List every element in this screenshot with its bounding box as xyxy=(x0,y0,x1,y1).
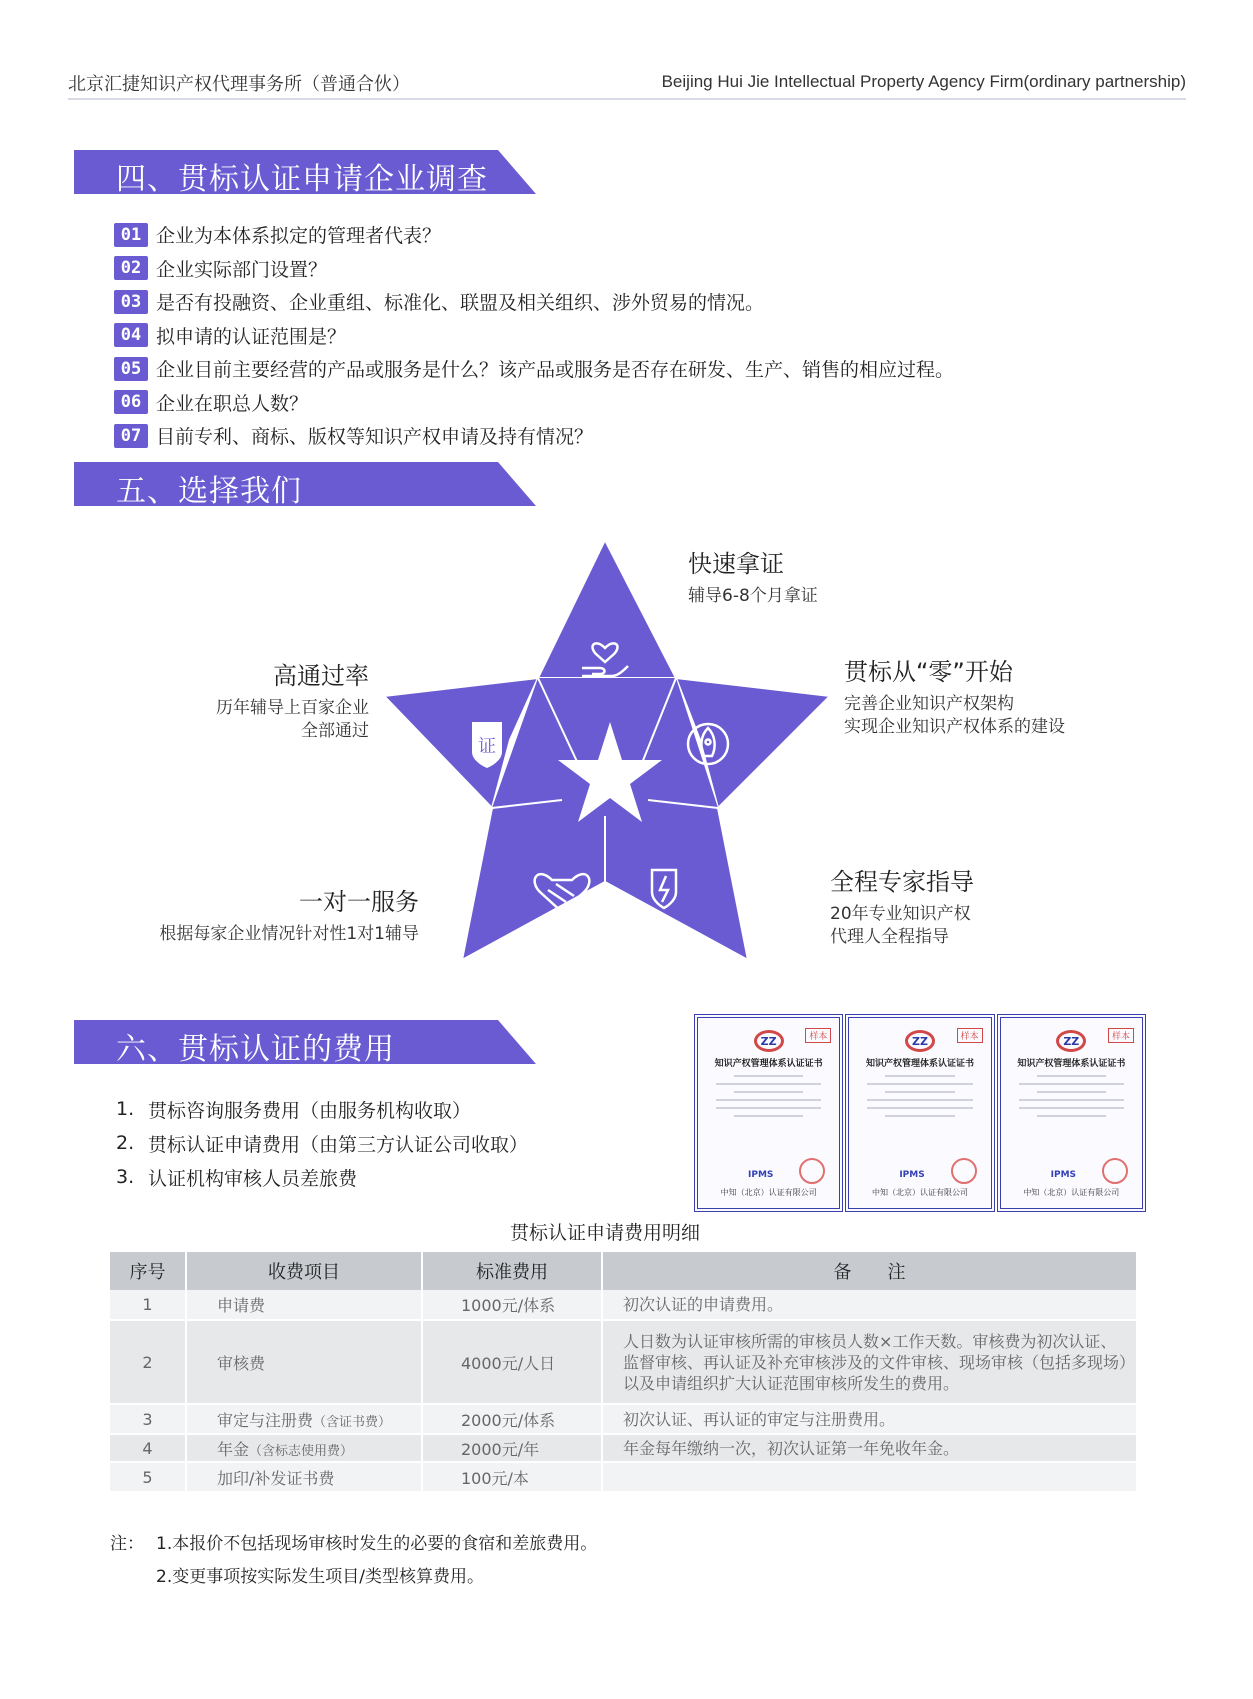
row-no: 1 xyxy=(110,1290,186,1320)
survey-question-list xyxy=(114,218,954,453)
row-fee: 100元/本 xyxy=(422,1462,602,1492)
feature-left xyxy=(216,656,369,743)
fee-type-text: 贯标认证申请费用（由第三方认证公司收取） xyxy=(148,1133,529,1156)
survey-question xyxy=(114,285,954,319)
question-text: 企业在职总人数？ xyxy=(156,392,309,415)
question-number: 01 xyxy=(114,223,148,247)
row-fee: 1000元/体系 xyxy=(422,1290,602,1320)
star-diagram xyxy=(0,520,1253,980)
ipms-mark: IPMS xyxy=(1050,1170,1077,1180)
certifier-logo-icon: ZZ xyxy=(1056,1030,1086,1052)
survey-question xyxy=(114,218,954,252)
row-no: 5 xyxy=(110,1462,186,1492)
feature-bottom-right-line: 代理人全程指导 xyxy=(830,927,949,947)
fee-type-item xyxy=(116,1092,528,1126)
section4-title: 四、贯标认证申请企业调查 xyxy=(116,162,488,197)
fee-type-number: 2. xyxy=(116,1132,135,1154)
row-remark: 人日数为认证审核所需的审核员人数×工作天数。审核费为初次认证、监督审核、再认证及补充审核涉及的文件审核、现场审核（包括多现场）以及申请组织扩大认证范围审核所发生的费用。 xyxy=(602,1320,1137,1404)
row-remark xyxy=(602,1462,1137,1492)
fee-type-number: 3. xyxy=(116,1166,135,1188)
row-item-note: （含证书费） xyxy=(313,1414,392,1430)
header-remark: 备 注 xyxy=(602,1252,1137,1290)
survey-question xyxy=(114,319,954,353)
feature-bottom-right-title: 全程专家指导 xyxy=(830,868,974,896)
fee-type-number: 1. xyxy=(116,1098,135,1120)
certificate-title: 知识产权管理体系认证证书 xyxy=(865,1059,974,1069)
certifier-logo-icon: ZZ xyxy=(754,1030,784,1052)
feature-bottom-left-title: 一对一服务 xyxy=(299,888,419,916)
certificate-card xyxy=(845,1014,994,1212)
fee-table-row xyxy=(110,1404,1137,1434)
row-item-note: （含标志使用费） xyxy=(249,1443,354,1459)
row-item-name: 年金 xyxy=(217,1439,250,1459)
certifier-name: 中知（北京）认证有限公司 xyxy=(1023,1188,1120,1197)
feature-right xyxy=(844,652,1065,739)
certifier-name: 中知（北京）认证有限公司 xyxy=(720,1188,817,1197)
row-no: 2 xyxy=(110,1320,186,1404)
stamp-icon xyxy=(1102,1158,1128,1184)
feature-top-title: 快速拿证 xyxy=(688,550,784,578)
header-no: 序号 xyxy=(110,1252,186,1290)
row-remark: 初次认证的申请费用。 xyxy=(602,1290,1137,1320)
section6-banner xyxy=(74,1020,536,1067)
row-no: 3 xyxy=(110,1404,186,1434)
survey-question xyxy=(114,419,954,453)
feature-top xyxy=(688,544,818,608)
section5-banner xyxy=(74,462,536,509)
question-text: 是否有投融资、企业重组、标准化、联盟及相关组织、涉外贸易的情况。 xyxy=(156,292,765,315)
certificate-card xyxy=(997,1014,1146,1212)
survey-question xyxy=(114,352,954,386)
fee-table-row xyxy=(110,1434,1137,1462)
feature-right-title: 贯标从“零”开始 xyxy=(844,658,1013,686)
row-item xyxy=(186,1320,422,1404)
question-text: 目前专利、商标、版权等知识产权申请及持有情况？ xyxy=(156,426,594,449)
question-text: 企业为本体系拟定的管理者代表？ xyxy=(156,225,442,248)
star-arm-top xyxy=(538,540,676,678)
certifier-logo-icon: ZZ xyxy=(905,1030,935,1052)
sample-badge: 样本 xyxy=(957,1028,983,1043)
certificate-card xyxy=(694,1014,843,1212)
feature-left-line: 全部通过 xyxy=(301,721,369,741)
row-item-name: 审核费 xyxy=(217,1353,266,1373)
fee-type-item xyxy=(116,1160,528,1194)
stamp-icon xyxy=(951,1158,977,1184)
survey-question xyxy=(114,386,954,420)
ipms-mark: IPMS xyxy=(899,1170,925,1180)
ipms-mark: IPMS xyxy=(748,1170,774,1180)
shield-badge-text: 证 xyxy=(478,736,496,757)
page-header xyxy=(68,66,1186,100)
row-item xyxy=(186,1462,422,1492)
section4-banner xyxy=(74,150,536,197)
fee-type-text: 贯标咨询服务费用（由服务机构收取） xyxy=(148,1099,472,1122)
fee-table-row xyxy=(110,1290,1137,1320)
row-item xyxy=(186,1290,422,1320)
fee-type-text: 认证机构审核人员差旅费 xyxy=(148,1167,358,1190)
shield-badge-icon xyxy=(472,722,502,768)
question-text: 拟申请的认证范围是？ xyxy=(156,325,347,348)
row-remark: 年金每年缴纳一次，初次认证第一年免收年金。 xyxy=(602,1434,1137,1462)
sample-badge: 样本 xyxy=(805,1028,831,1043)
header-firm-name-cn: 北京汇捷知识产权代理事务所（普通合伙） xyxy=(68,74,410,95)
survey-question xyxy=(114,252,954,286)
row-item-name: 申请费 xyxy=(217,1296,266,1315)
question-number: 07 xyxy=(114,424,148,448)
question-number: 05 xyxy=(114,357,148,381)
row-fee: 4000元/人日 xyxy=(422,1320,602,1404)
note-item: 1.本报价不包括现场审核时发生的必要的食宿和差旅费用。 xyxy=(156,1534,598,1554)
question-number: 04 xyxy=(114,323,148,347)
fee-table-row xyxy=(110,1462,1137,1492)
feature-bottom-left xyxy=(159,882,419,946)
row-fee: 2000元/体系 xyxy=(422,1404,602,1434)
header-firm-name-en: Beijing Hui Jie Intellectual Property Agency Firm(ordinary partnership) xyxy=(661,72,1186,91)
row-no: 4 xyxy=(110,1434,186,1462)
header-fee: 标准费用 xyxy=(422,1252,602,1290)
certificate-title: 知识产权管理体系认证证书 xyxy=(714,1059,823,1069)
row-item xyxy=(186,1404,422,1434)
fee-table-title: 贯标认证申请费用明细 xyxy=(509,1222,700,1244)
notes xyxy=(110,1525,597,1591)
certificate-title: 知识产权管理体系认证证书 xyxy=(1017,1059,1126,1069)
feature-top-line: 辅导6-8个月拿证 xyxy=(688,586,818,606)
row-item-name: 加印/补发证书费 xyxy=(217,1468,335,1488)
fee-type-item xyxy=(116,1126,528,1160)
question-text: 企业目前主要经营的产品或服务是什么？该产品或服务是否存在研发、生产、销售的相应过程。 xyxy=(156,359,955,382)
sample-badge: 样本 xyxy=(1108,1028,1134,1043)
fee-type-list xyxy=(116,1092,528,1194)
notes-label: 注： xyxy=(110,1534,144,1554)
feature-right-line: 完善企业知识产权架构 xyxy=(844,694,1014,714)
feature-left-line: 历年辅导上百家企业 xyxy=(216,698,369,718)
feature-left-title: 高通过率 xyxy=(273,662,369,690)
certificate-samples xyxy=(694,1014,1146,1212)
feature-bottom-right xyxy=(830,862,974,949)
certifier-name: 中知（北京）认证有限公司 xyxy=(871,1188,968,1197)
feature-bottom-left-line: 根据每家企业情况针对性1对1辅导 xyxy=(159,924,419,944)
question-number: 06 xyxy=(114,390,148,414)
section5-title: 五、选择我们 xyxy=(116,474,302,509)
note-item: 2.变更事项按实际发生项目/类型核算费用。 xyxy=(156,1567,484,1587)
section6-title: 六、贯标认证的费用 xyxy=(116,1032,395,1067)
question-text: 企业实际部门设置？ xyxy=(156,258,328,281)
fee-table-row xyxy=(110,1320,1137,1404)
row-fee: 2000元/年 xyxy=(422,1434,602,1462)
feature-right-line: 实现企业知识产权体系的建设 xyxy=(844,717,1065,737)
feature-bottom-right-line: 20年专业知识产权 xyxy=(830,904,971,924)
fee-table-header-row xyxy=(110,1252,1137,1290)
question-number: 03 xyxy=(114,290,148,314)
row-item-name: 审定与注册费 xyxy=(217,1410,314,1430)
row-remark: 初次认证、再认证的审定与注册费用。 xyxy=(602,1404,1137,1434)
question-number: 02 xyxy=(114,256,148,280)
row-item xyxy=(186,1434,422,1462)
stamp-icon xyxy=(799,1158,825,1184)
header-item: 收费项目 xyxy=(186,1252,422,1290)
fee-table xyxy=(110,1252,1138,1493)
